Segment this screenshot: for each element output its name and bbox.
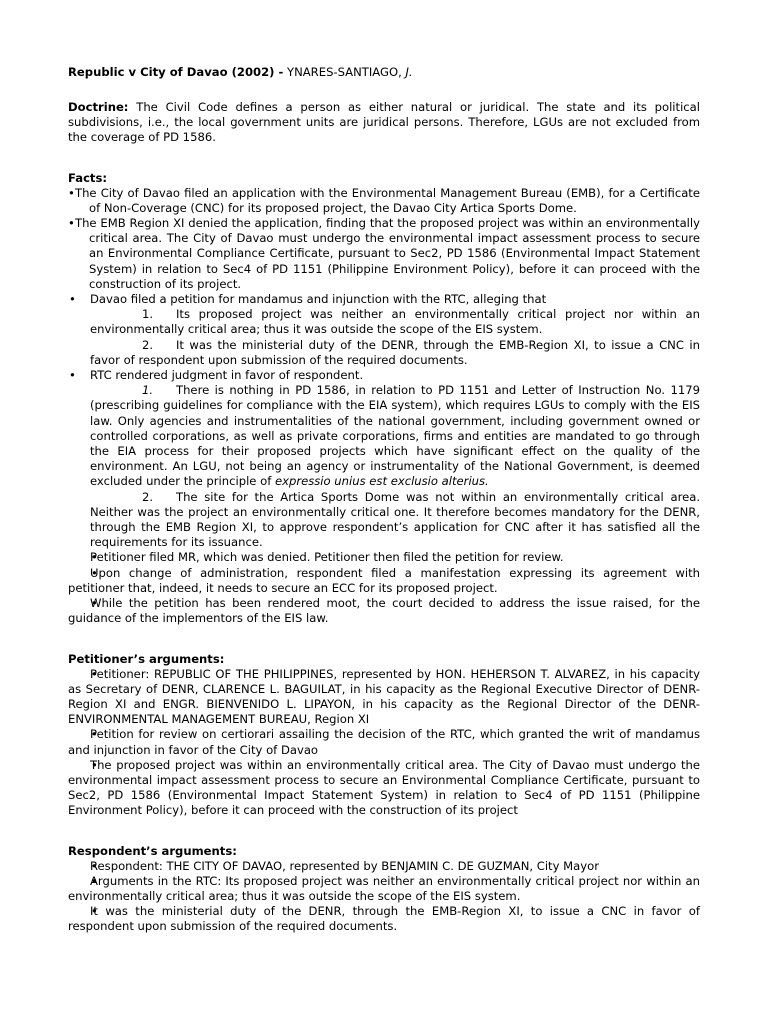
spacer-before-petitioner [68, 627, 700, 651]
petitioner-arguments-heading: Petitioner’s arguments: [68, 651, 225, 666]
list-item [68, 292, 700, 307]
facts-bullets-group-2 [68, 292, 700, 307]
list-item [68, 186, 700, 216]
sub-item-number: 2. [142, 337, 154, 352]
case-title-justice: YNARES-SANTIAGO, [283, 65, 402, 79]
list-item [68, 368, 700, 383]
facts-bullet-text: RTC rendered judgment in favor of respondent. [90, 368, 364, 383]
sub-item-number: 1. [142, 307, 154, 322]
list-item [68, 307, 700, 337]
facts-sub-list-rtc [68, 383, 700, 550]
facts-heading: Facts: [68, 170, 108, 185]
list-item [68, 596, 700, 626]
respondent-arguments-heading: Respondent’s arguments: [68, 843, 237, 858]
sub-item-text: There is nothing in PD 1586, in relation to PD 1151 and Letter of Instruction No. 1179 (prescribing guidelines for compliance with the EIA system), which requires LGUs to comply with the EIS law. Only agencies and instrumentalities of the national government, including government owned or controlled corporations, as well as private corporations, firms and entities are mandated to go through the EIA process for their proposed projects which have significant effect on the quality of the environment. An LGU, not being an agency or instrumentality of the National Government, is deemed excluded under the principle of [90, 383, 700, 489]
respondent-arguments-bullets [68, 859, 700, 935]
facts-sub-list-davao [68, 307, 700, 368]
list-item [68, 904, 700, 934]
respondent-bullet-text: It was the ministerial duty of the DENR, through the EMB-Region XI, to issue a CNC in favor of respondent upon submission of the required documents. [68, 904, 700, 934]
list-item [68, 667, 700, 728]
spacer-before-respondent [68, 819, 700, 843]
sub-item-number: 2. [142, 489, 154, 504]
list-item [68, 727, 700, 757]
facts-bullet-text: • The City of Davao filed an application with the Environmental Management Bureau (EMB), for a Certificate of Non-Coverage (CNC) for its proposed project, the Davao City Artica Sports Dome. [75, 185, 700, 215]
sub-item-text: The site for the Artica Sports Dome was not within an environmentally critical area. Neither was the project an environmentally critical one. It therefore becomes mandatory for the DENR, through the EMB Region XI, to approve respondent’s application for CNC after it has satisfied all the requirements for its issuance. [90, 489, 700, 550]
doctrine-paragraph [68, 100, 700, 146]
respondent-bullet-text: Arguments in the RTC: Its proposed project was neither an environmentally critical project nor within an environmentally critical area; thus it was outside the scope of the EIS system. [68, 873, 700, 903]
latin-maxim: expressio unius est exclusio alterius. [274, 474, 489, 489]
list-item [68, 859, 700, 874]
document-body [68, 64, 700, 935]
list-item [68, 550, 700, 565]
respondent-bullet-text: Respondent: THE CITY OF DAVAO, represented by BENJAMIN C. DE GUZMAN, City Mayor [90, 858, 599, 873]
petitioner-bullet-text: Petition for review on certiorari assailing the decision of the RTC, which granted the writ of mandamus and injunction in favor of the City of Davao [68, 727, 700, 757]
list-item [68, 490, 700, 551]
facts-bullet-text: • The EMB Region XI denied the application, finding that the proposed project was within an environmentally critical area. The City of Davao must undergo the environmental impact assessment process to secure an Environmental Compliance Certificate, pursuant to Sec2, PD 1586 (Environmental Impact Statement System) in relation to Sec4 of PD 1151 (Philippine Environment Policy), before it can proceed with the construction of its project. [75, 216, 700, 291]
facts-bullet-text: While the petition has been rendered moot, the court decided to address the issue raised, for the guidance of the implementors of the EIS law. [68, 596, 700, 626]
spacer-before-facts [68, 146, 700, 170]
doctrine-text: The Civil Code defines a person as either natural or juridical. The state and its political subdivisions, i.e., the local government units are juridical persons. Therefore, LGUs are not excluded from the coverage of PD 1586. [68, 100, 700, 145]
case-title [68, 64, 700, 80]
list-item [68, 216, 700, 292]
list-item [68, 338, 700, 368]
facts-bullets-group-3 [68, 368, 700, 383]
doctrine-label: Doctrine: [68, 100, 129, 114]
facts-bullet-text: Petitioner filed MR, which was denied. Petitioner then filed the petition for review. [90, 550, 564, 565]
facts-bullets-group-4 [68, 550, 700, 626]
list-item [68, 383, 700, 489]
case-title-name: Republic v City of Davao (2002) - [68, 65, 284, 79]
petitioner-bullet-text: The proposed project was within an environmentally critical area. The City of Davao must undergo the environmental impact assessment process to secure an Environmental Compliance Certificate, pursuant to Sec2, PD 1586 (Environmental Impact Statement System) in relation to Sec4 of PD 1151 (Philippine Environment Policy), before it can proceed with the construction of its project [68, 757, 700, 818]
facts-bullet-text: Davao filed a petition for mandamus and injunction with the RTC, alleging that [90, 292, 547, 307]
list-item [68, 758, 700, 819]
sub-item-text: Its proposed project was neither an environmentally critical project nor within an environmentally critical area; thus it was outside the scope of the EIS system. [90, 307, 700, 337]
petitioner-bullet-text: Petitioner: REPUBLIC OF THE PHILIPPINES, represented by HON. HEHERSON T. ALVAREZ, in his capacity as Secretary of DENR, CLARENCE L. BAGUILAT, in his capacity as the Regional Executive Director of DENR-Region XI and ENGR. BIENVENIDO L. LIPAYON, in his capacity as the Regional Director of the DENR-ENVIRONMENTAL MANAGEMENT BUREAU, Region XI [68, 666, 700, 727]
case-title-justice-abbrev: J. [401, 65, 413, 79]
sub-item-text: It was the ministerial duty of the DENR, through the EMB-Region XI, to issue a CNC in favor of respondent upon submission of the required documents. [90, 337, 700, 367]
sub-item-number: 1. [142, 383, 154, 398]
list-item [68, 566, 700, 596]
facts-bullets-group-1 [68, 186, 700, 292]
list-item [68, 874, 700, 904]
petitioner-arguments-bullets [68, 667, 700, 819]
facts-bullet-text: Upon change of administration, respondent filed a manifestation expressing its agreement with petitioner that, indeed, it needs to secure an ECC for its proposed project. [68, 565, 700, 595]
spacer-after-title [68, 80, 700, 100]
